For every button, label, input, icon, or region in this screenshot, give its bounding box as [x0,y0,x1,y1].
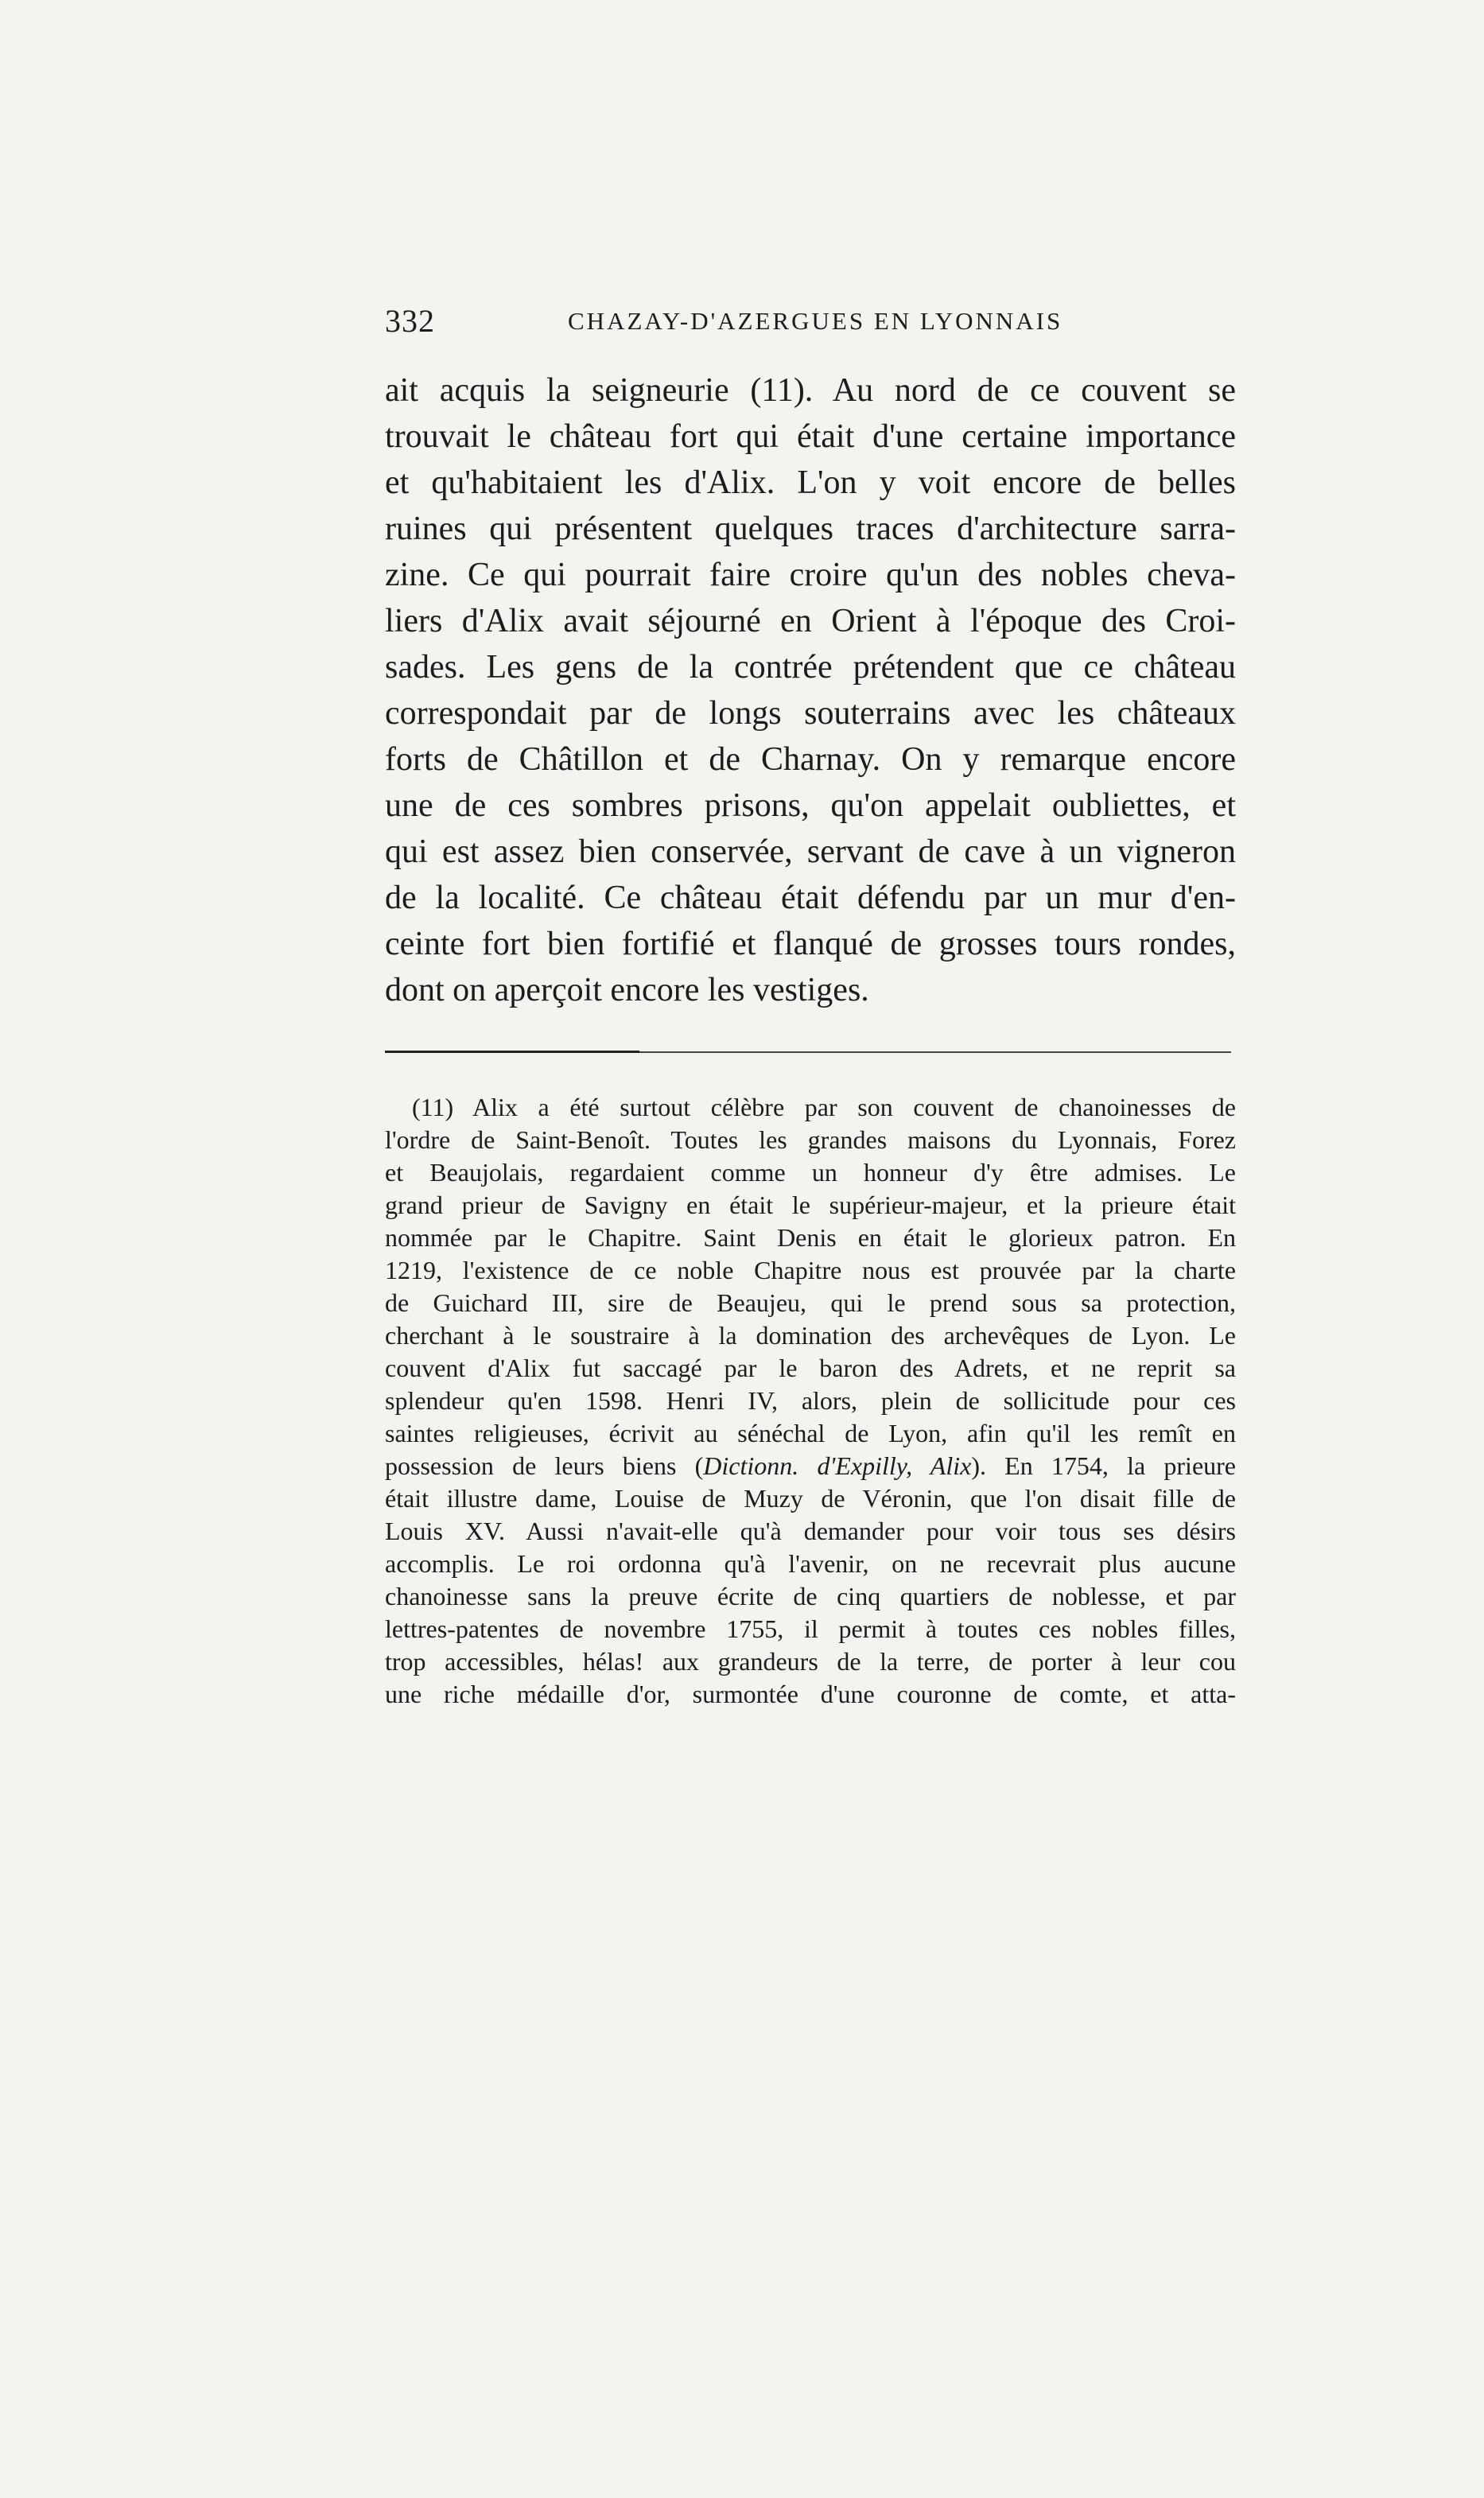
footnote-text: ). En 1754, la prieure [971,1451,1237,1480]
body-line: ait acquis la seigneurie (11). Au nord de ce couvent se [385,372,1236,409]
footnote-line [385,1450,1236,1482]
body-line: correspondait par de longs souterrains avec les châteaux [385,695,1236,732]
body-line: dont on aperçoit encore les vestiges. [385,972,869,1008]
body-line: une de ces sombres prisons, qu'on appelait oubliettes, et [385,787,1236,824]
running-head: CHAZAY-D'AZERGUES EN LYONNAIS [568,307,1063,335]
footnote-line: grand prieur de Savigny en était le supérieur-majeur, et la prieure était [385,1191,1236,1219]
footnote-line: de Guichard III, sire de Beaujeu, qui le prend sous sa protection, [385,1288,1236,1317]
footnote-line: une riche médaille d'or, surmontée d'une couronne de comte, et atta- [385,1680,1236,1708]
footnote-line: l'ordre de Saint-Benoît. Toutes les grandes maisons du Lyonnais, Forez [385,1125,1236,1154]
footnote-line: accomplis. Le roi ordonna qu'à l'avenir, on ne recevrait plus aucune [385,1549,1236,1578]
footnote-line: lettres-patentes de novembre 1755, il permit à toutes ces nobles filles, [385,1614,1236,1643]
footnote-line: 1219, l'existence de ce noble Chapitre nous est prouvée par la charte [385,1256,1236,1284]
body-line: forts de Châtillon et de Charnay. On y remarque encore [385,741,1236,778]
body-line: ruines qui présentent quelques traces d'architecture sarra- [385,511,1236,547]
footnote-line: et Beaujolais, regardaient comme un honneur d'y être admises. Le [385,1158,1236,1187]
footnote-separator-accent [385,1051,639,1053]
body-line: et qu'habitaient les d'Alix. L'on y voit encore de belles [385,464,1236,501]
body-line: trouvait le château fort qui était d'une certaine importance [385,418,1236,455]
page-number: 332 [385,303,435,339]
footnote-line: (11) Alix a été surtout célèbre par son couvent de chanoinesses de [412,1093,1236,1121]
footnote-line: Louis XV. Aussi n'avait-elle qu'à demander pour voir tous ses désirs [385,1517,1236,1545]
body-line: liers d'Alix avait séjourné en Orient à l'époque des Croi- [385,603,1236,639]
footnote-citation: Dictionn. d'Expilly, Alix [703,1451,972,1480]
footnote-line: couvent d'Alix fut saccagé par le baron des Adrets, et ne reprit sa [385,1354,1236,1382]
main-paragraph [385,367,1236,1013]
footnote-line: cherchant à le soustraire à la domination des archevêques de Lyon. Le [385,1321,1236,1350]
footnote-line: trop accessibles, hélas! aux grandeurs de la terre, de porter à leur cou [385,1647,1236,1676]
footnote-line: saintes religieuses, écrivit au sénéchal de Lyon, afin qu'il les remît en [385,1419,1236,1447]
body-line: qui est assez bien conservée, servant de cave à un vigneron [385,833,1236,870]
body-line: sades. Les gens de la contrée prétendent que ce château [385,649,1236,686]
footnote-line: splendeur qu'en 1598. Henri IV, alors, plein de sollicitude pour ces [385,1386,1236,1415]
body-line: zine. Ce qui pourrait faire croire qu'un des nobles cheva- [385,557,1236,593]
footnote-text: possession de leurs biens ( [385,1451,704,1480]
body-line: ceinte fort bien fortifié et flanqué de grosses tours rondes, [385,926,1236,962]
footnote-line: chanoinesse sans la preuve écrite de cinq quartiers de noblesse, et par [385,1582,1236,1610]
footnote [385,1091,1236,1711]
footnote-line: était illustre dame, Louise de Muzy de Véronin, que l'on disait fille de [385,1484,1236,1513]
page-header [385,302,1236,350]
footnote-line: nommée par le Chapitre. Saint Denis en était le glorieux patron. En [385,1223,1236,1252]
body-line: de la localité. Ce château était défendu par un mur d'en- [385,880,1236,916]
